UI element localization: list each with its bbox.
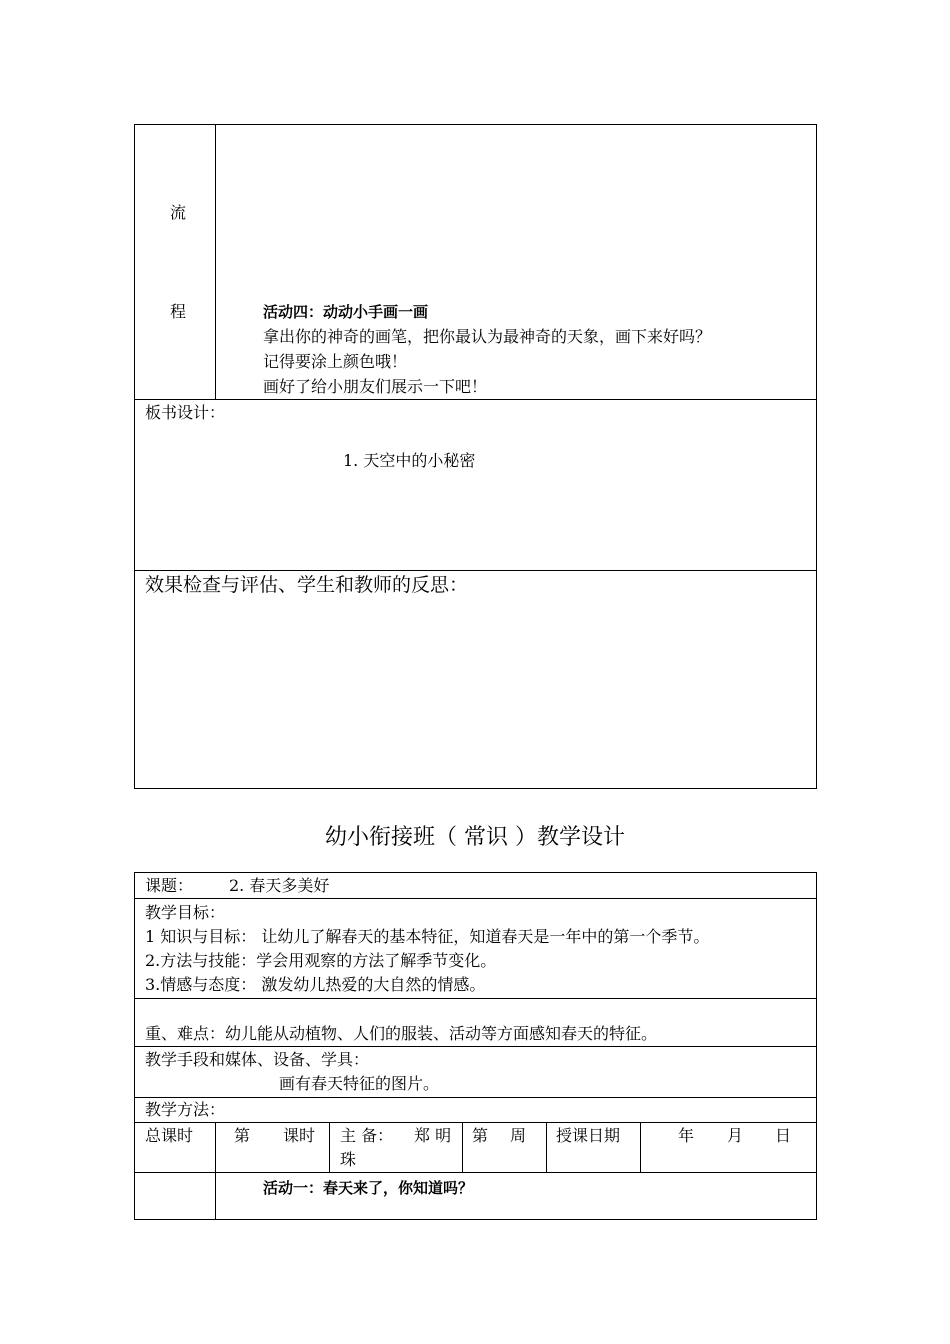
process-label-char: 流 [170, 203, 187, 222]
activity-text: 记得要涂上颜色哦！ [263, 352, 408, 371]
activity-text: 画好了给小朋友们展示一下吧！ [263, 377, 488, 396]
date-label: 授课日期 [556, 1126, 621, 1145]
topic-label: 课题： [145, 876, 194, 895]
row-divider [134, 1122, 816, 1123]
activity-title: 活动一：春天来了，你知道吗？ [263, 1179, 474, 1197]
row-divider [134, 898, 816, 899]
top-table [134, 124, 817, 789]
lesson-number-label: 课时 [283, 1126, 316, 1145]
preparer-label: 主 备： [340, 1126, 394, 1145]
total-hours-label: 总课时 [145, 1126, 194, 1145]
row-divider [134, 1046, 816, 1047]
activity-title: 活动四：动动小手画一画 [263, 303, 429, 321]
week-label: 第 [472, 1126, 489, 1145]
preparer-name: 郑 明 [414, 1126, 452, 1145]
preparer-name: 珠 [340, 1150, 357, 1169]
date-day: 日 [775, 1126, 792, 1145]
row-divider [134, 570, 816, 571]
cell-divider [546, 1122, 547, 1172]
reflection-label: 效果检查与评估、学生和教师的反思： [145, 574, 469, 596]
activity-text: 拿出你的神奇的画笔，把你最认为最神奇的天象，画下来好吗？ [263, 327, 712, 346]
goals-label: 教学目标： [145, 903, 226, 922]
page-title: 幼小衔接班（ 常识 ）教学设计 [325, 825, 625, 850]
board-design-label: 板书设计： [145, 403, 226, 422]
key-points: 重、难点：幼儿能从动植物、人们的服装、活动等方面感知春天的特征。 [145, 1024, 658, 1043]
media-value: 画有春天特征的图片。 [279, 1074, 440, 1093]
process-label-char: 程 [170, 302, 187, 321]
row-divider [134, 1097, 816, 1098]
goal-item: 1 知识与目标： 让幼儿了解春天的基本特征，知道春天是一年中的第一个季节。 [145, 927, 710, 946]
goal-item: 2.方法与技能：学会用观察的方法了解季节变化。 [145, 951, 497, 970]
method-label: 教学方法： [145, 1100, 226, 1119]
process-column-divider [215, 124, 216, 399]
goal-item: 3.情感与态度： 激发幼儿热爱的大自然的情感。 [145, 975, 486, 994]
row-divider [134, 998, 816, 999]
date-month: 月 [727, 1126, 744, 1145]
week-label: 周 [510, 1126, 527, 1145]
cell-divider [329, 1122, 330, 1172]
lesson-number-label: 第 [234, 1126, 251, 1145]
cell-divider [640, 1122, 641, 1172]
board-design-item: 1. 天空中的小秘密 [343, 451, 476, 470]
cell-divider [462, 1122, 463, 1172]
row-divider [134, 399, 816, 400]
cell-divider [215, 1122, 216, 1219]
topic-value: 2. 春天多美好 [229, 876, 330, 895]
date-year: 年 [678, 1126, 695, 1145]
row-divider [134, 1172, 816, 1173]
media-label: 教学手段和媒体、设备、学具： [145, 1050, 370, 1069]
